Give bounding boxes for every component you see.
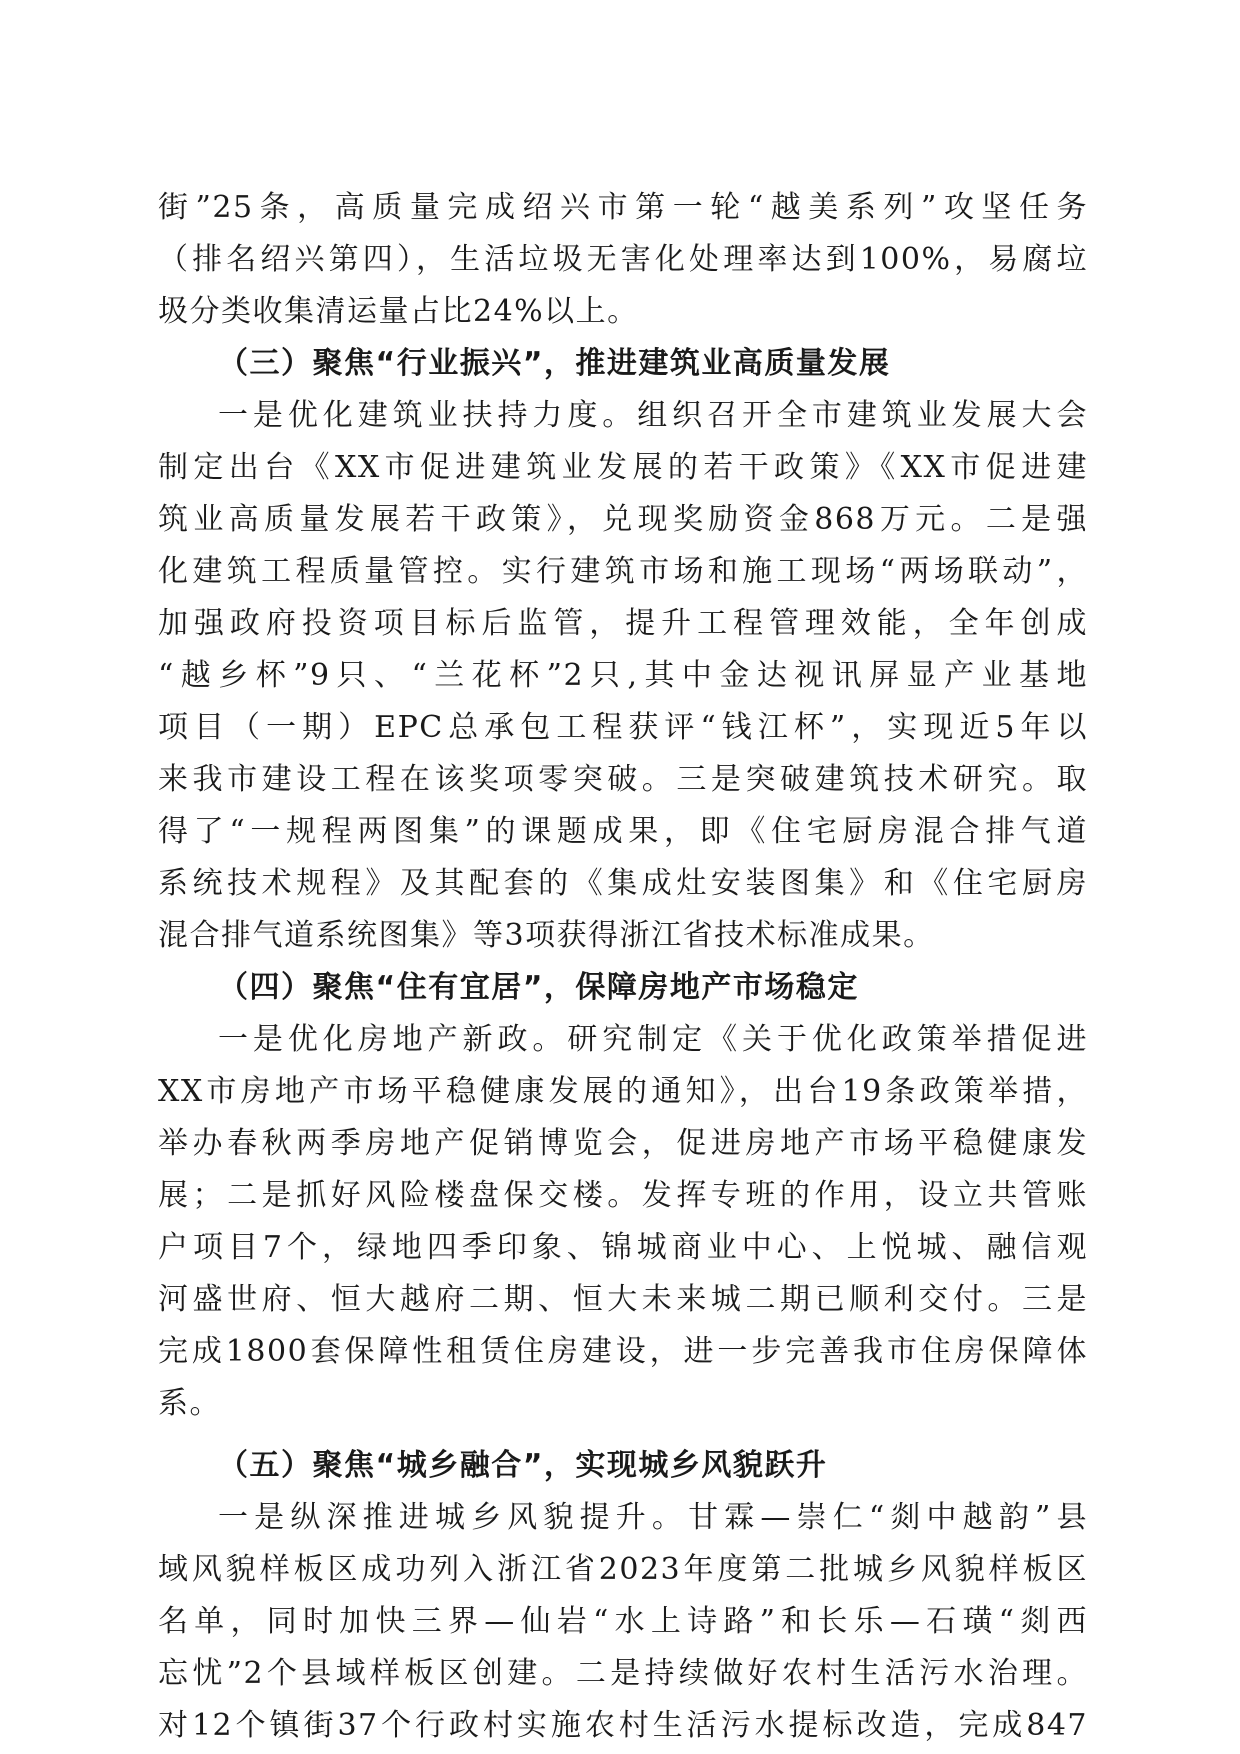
section-heading-5: （五）聚焦“城乡融合”，实现城乡风貌跃升: [218, 1448, 828, 1483]
paragraph-line: 系统技术规程》及其配套的《集成灶安装图集》和《住宅厨房: [158, 866, 1088, 901]
paragraph-line: 街”25条，高质量完成绍兴市第一轮“越美系列”攻坚任务: [158, 190, 1088, 225]
paragraph-line: 展；二是抓好风险楼盘保交楼。发挥专班的作用，设立共管账: [158, 1178, 1088, 1213]
paragraph-line: 一是优化建筑业扶持力度。组织召开全市建筑业发展大会: [218, 398, 1088, 433]
paragraph-line: 域风貌样板区成功列入浙江省2023年度第二批城乡风貌样板区: [158, 1552, 1088, 1587]
paragraph-line: XX市房地产市场平稳健康发展的通知》，出台19条政策举措，: [158, 1074, 1088, 1109]
paragraph-line: 制定出台《XX市促进建筑业发展的若干政策》《XX市促进建: [158, 450, 1088, 485]
paragraph-line: 户项目7个，绿地四季印象、锦城商业中心、上悦城、融信观: [158, 1230, 1088, 1265]
paragraph-line: 一是纵深推进城乡风貌提升。甘霖—崇仁“剡中越韵”县: [218, 1500, 1088, 1535]
paragraph-line: 名单，同时加快三界—仙岩“水上诗路”和长乐—石璜“剡西: [158, 1604, 1088, 1639]
paragraph-line: 混合排气道系统图集》等3项获得浙江省技术标准成果。: [158, 918, 935, 953]
paragraph-line: 系。: [158, 1386, 221, 1421]
paragraph-line: 对12个镇街37个行政村实施农村生活污水提标改造，完成847: [158, 1708, 1088, 1743]
paragraph-line: 举办春秋两季房地产促销博览会，促进房地产市场平稳健康发: [158, 1126, 1088, 1161]
paragraph-line: 河盛世府、恒大越府二期、恒大未来城二期已顺利交付。三是: [158, 1282, 1088, 1317]
paragraph-line: 一是优化房地产新政。研究制定《关于优化政策举措促进: [218, 1022, 1088, 1057]
paragraph-line: 化建筑工程质量管控。实行建筑市场和施工现场“两场联动”，: [158, 554, 1088, 589]
paragraph-line: 项目（一期）EPC总承包工程获评“钱江杯”，实现近5年以: [158, 710, 1088, 745]
section-spacer: [158, 1430, 1088, 1440]
paragraph-line: 得了“一规程两图集”的课题成果，即《住宅厨房混合排气道: [158, 814, 1088, 849]
paragraph-line: 完成1800套保障性租赁住房建设，进一步完善我市住房保障体: [158, 1334, 1088, 1369]
paragraph-line: （排名绍兴第四），生活垃圾无害化处理率达到100%，易腐垃: [158, 242, 1088, 277]
paragraph-line: 来我市建设工程在该奖项零突破。三是突破建筑技术研究。取: [158, 762, 1088, 797]
paragraph-line: 筑业高质量发展若干政策》，兑现奖励资金868万元。二是强: [158, 502, 1088, 537]
section-heading-3: （三）聚焦“行业振兴”，推进建筑业高质量发展: [218, 346, 891, 381]
paragraph-line: 圾分类收集清运量占比24%以上。: [158, 294, 639, 329]
paragraph-line: “越乡杯”9只、“兰花杯”2只,其中金达视讯屏显产业基地: [158, 658, 1088, 693]
paragraph-line: 加强政府投资项目标后监管，提升工程管理效能，全年创成: [158, 606, 1088, 641]
section-heading-4: （四）聚焦“住有宜居”，保障房地产市场稳定: [218, 970, 859, 1005]
document-body: [158, 182, 1088, 1752]
paragraph-line: 忘忧”2个县域样板区创建。二是持续做好农村生活污水治理。: [158, 1656, 1088, 1691]
